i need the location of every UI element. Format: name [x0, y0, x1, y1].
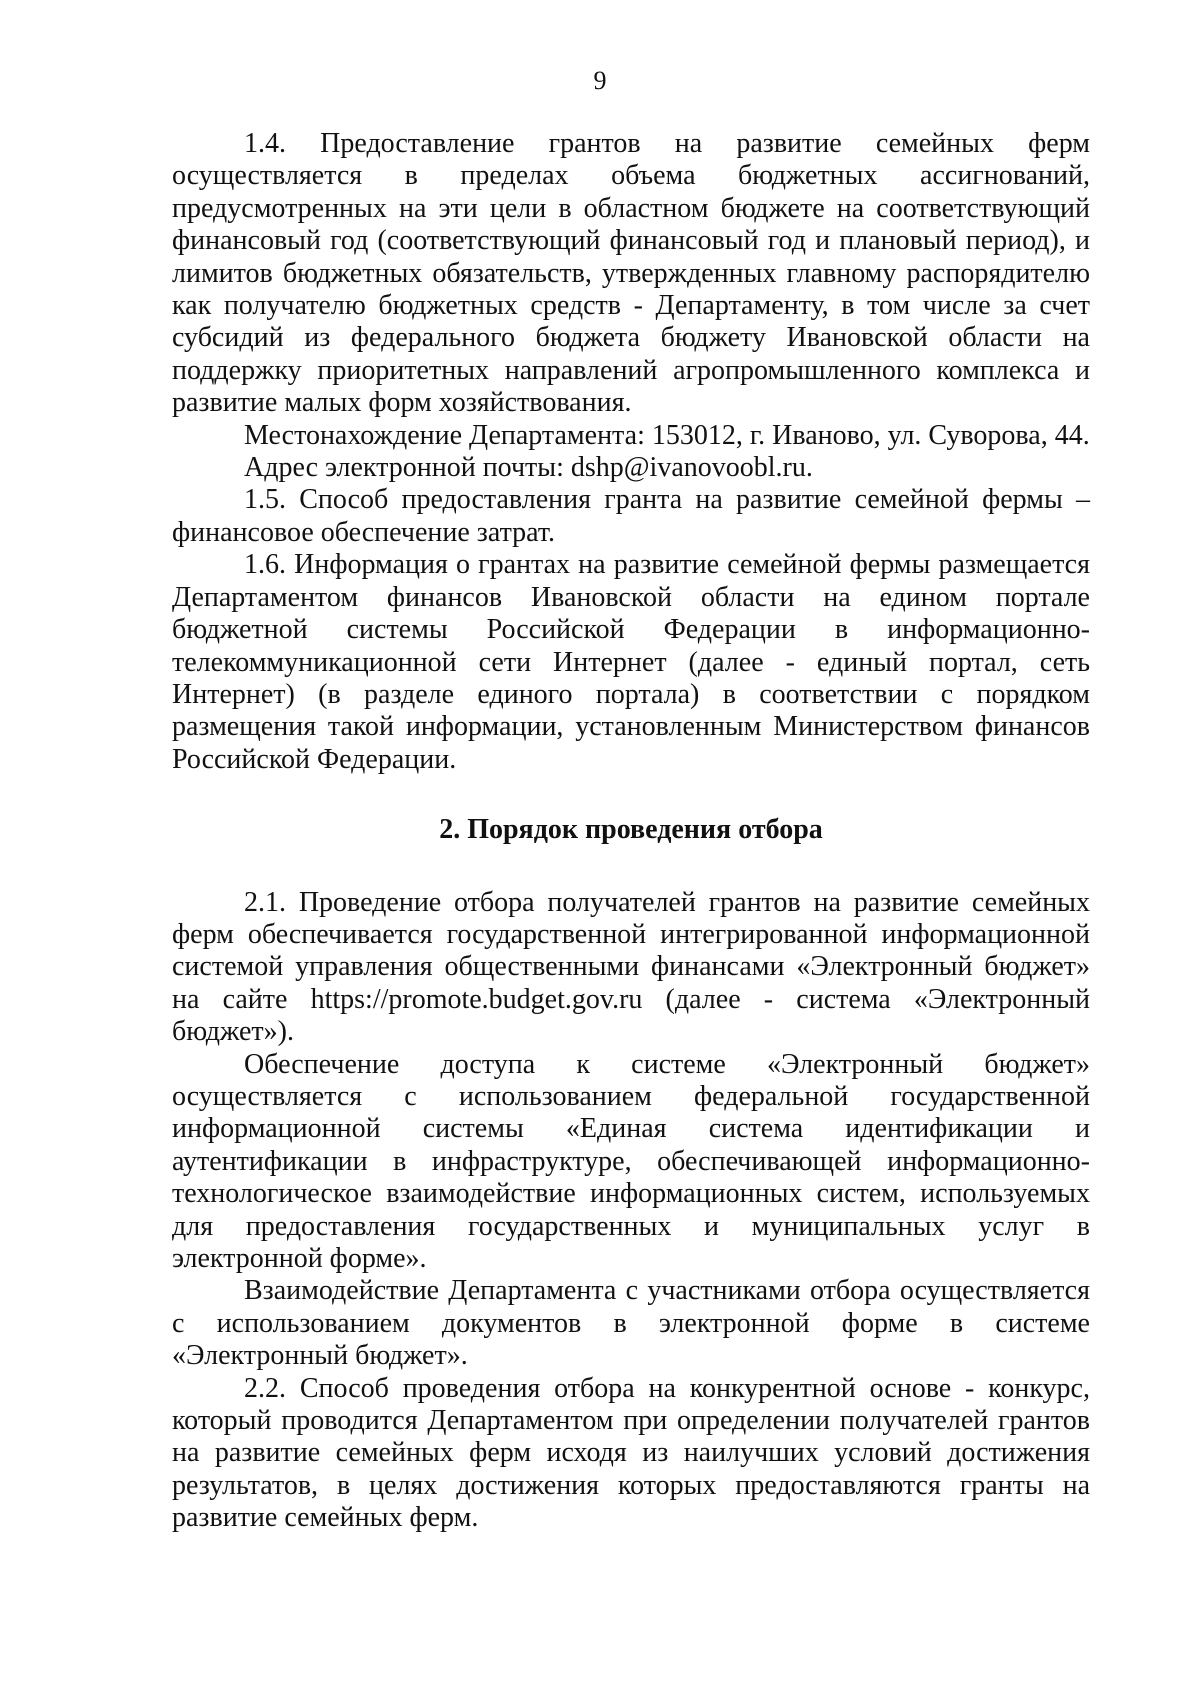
paragraph-2-2: 2.2. Способ проведения отбора на конкурентной основе - конкурс, который проводится Департаментом при определении получателей грантов на развитие семейных ферм исходя из наилучших условий достижения результатов, в целях достижения которых предоставляются гранты на развитие семейных ферм. — [172, 1372, 1090, 1534]
paragraph-2-1: 2.1. Проведение отбора получателей грантов на развитие семейных ферм обеспечивается государственной интегрированной информационной системой управления общественными финансами «Электронный бюджет» на сайте https://promote.budget.gov.ru (далее - система «Электронный бюджет»). — [172, 886, 1090, 1048]
document-body — [172, 128, 1090, 1535]
section-2-heading: 2. Порядок проведения отбора — [439, 814, 823, 846]
paragraph-email: Адрес электронной почты: dshp@ivanovoobl.ru. — [244, 452, 813, 484]
paragraph-1-6: 1.6. Информация о грантах на развитие семейной фермы размещается Департаментом финансов Ивановской области на едином портале бюджетной системы Российской Федерации в информационно-телекоммуникационной сети Интернет (далее - единый портал, сеть Интернет) (в разделе единого портала) в соответствии с порядком размещения такой информации, установленным Министерством финансов Российской Федерации. — [172, 549, 1090, 775]
paragraph-interaction: Взаимодействие Департамента с участниками отбора осуществляется с использованием документов в электронной форме в системе «Электронный бюджет». — [172, 1275, 1090, 1372]
page-number: 9 — [593, 66, 607, 95]
paragraph-access: Обеспечение доступа к системе «Электронный бюджет» осуществляется с использованием федеральной государственной информационной системы «Единая система идентификации и аутентификации в инфраструктуре, обеспечивающей информационно-технологическое взаимодействие информационных систем, используемых для предоставления государственных и муниципальных услуг в электронной форме». — [172, 1048, 1090, 1274]
paragraph-1-5: 1.5. Способ предоставления гранта на развитие семейной фермы – финансовое обеспечение затрат. — [172, 484, 1090, 548]
paragraph-location: Местонахождение Департамента: 153012, г. Иваново, ул. Суворова, 44. — [244, 419, 1090, 451]
paragraph-1-4: 1.4. Предоставление грантов на развитие семейных ферм осуществляется в пределах объема бюджетных ассигнований, предусмотренных на эти цели в областном бюджете на соответствующий финансовый год (соответствующий финансовый год и плановый период), и лимитов бюджетных обязательств, утвержденных главному распорядителю как получателю бюджетных средств - Департаменту, в том числе за счет субсидий из федерального бюджета бюджету Ивановской области на поддержку приоритетных направлений агропромышленного комплекса и развитие малых форм хозяйствования. — [172, 128, 1090, 419]
